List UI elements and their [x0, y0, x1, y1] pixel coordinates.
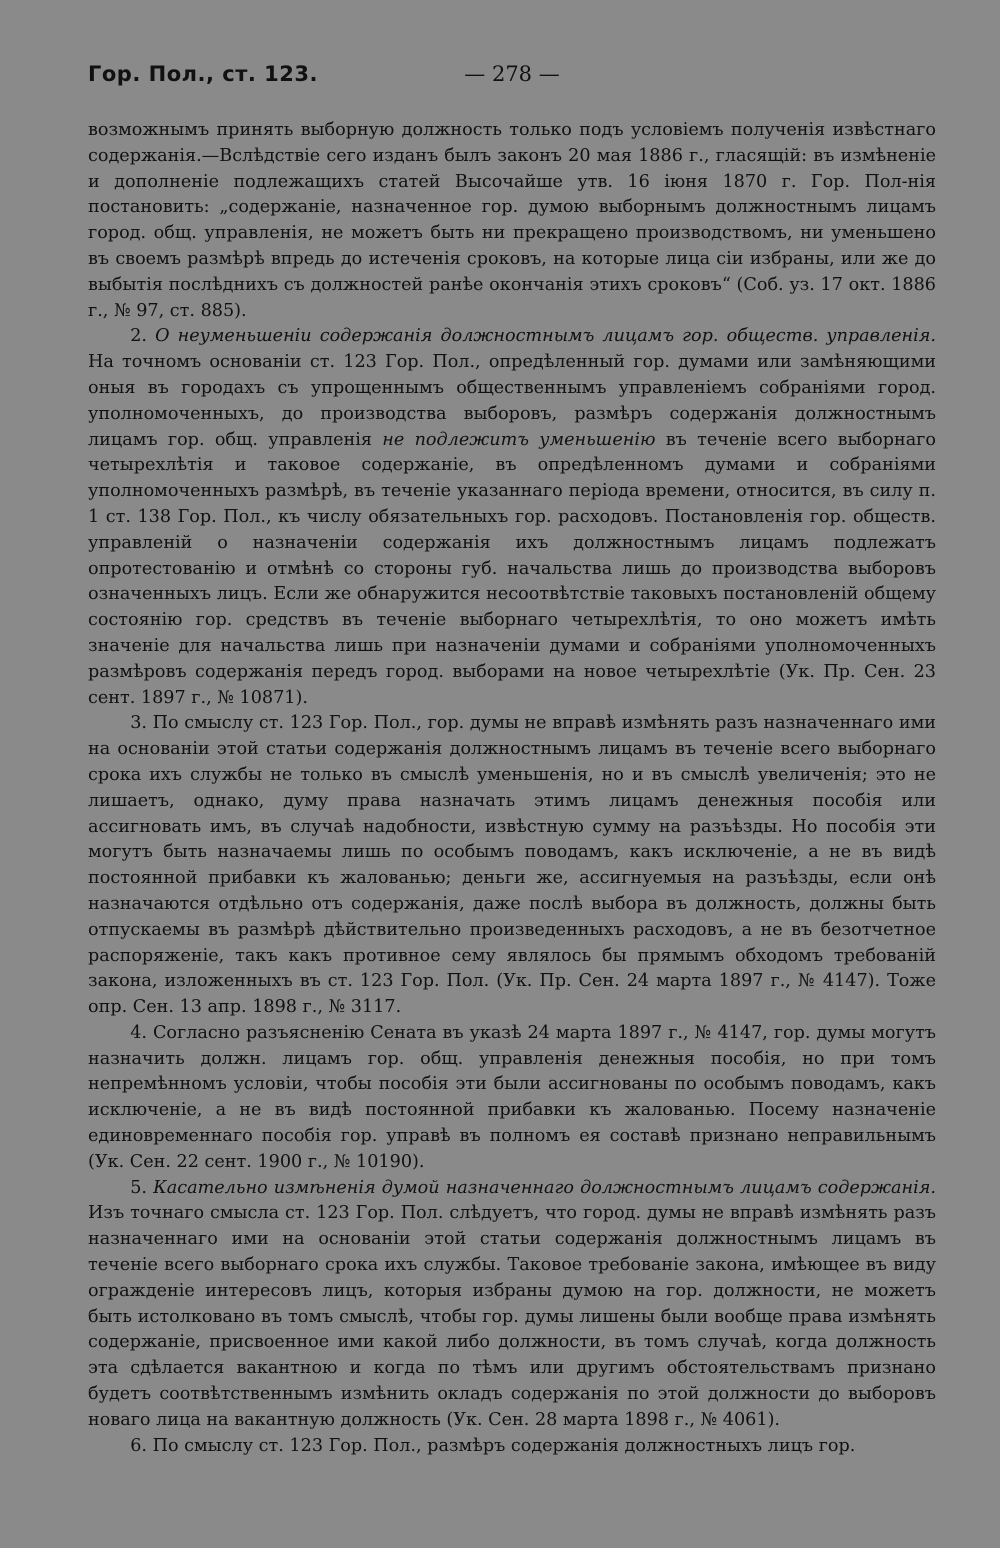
paragraph-5	[88, 1176, 936, 1434]
paragraph-text: возможнымъ принять выборную должность только подъ условіемъ полученія извѣстнаго содержанія.—Вслѣдствіе сего изданъ былъ законъ 20 мая 1886 г., гласящій: въ измѣненіе и дополненіе подлежащихъ статей Высочайше утв. 16 іюня 1870 г. Гор. Пол-нія постановить: „содержаніе, назначенное гор. думою выборнымъ должностнымъ лицамъ город. общ. управленія, не можетъ быть ни прекращено производствомъ, ни уменьшено въ своемъ размѣрѣ впредь до истеченія сроковъ, на которые лица сіи избраны, или же до выбытія послѣднихъ съ должностей ранѣе окончанія этихъ сроковъ“ (Соб. уз. 17 окт. 1886 г., № 97, ст. 885).	[88, 120, 936, 321]
page-header	[88, 58, 936, 98]
paragraph-text: Изъ точнаго смысла ст. 123 Гор. Пол. слѣдуетъ, что город. думы не вправѣ измѣнять разъ назначеннаго ими на основаніи этой статьи содержанія должностнымъ лицамъ въ теченіе всего выборнаго срока ихъ службы. Таковое требованіе закона, имѣющее въ виду огражденіе интересовъ лицъ, которыя избраны думою на гор. должности, не можетъ быть истолковано въ томъ смыслѣ, чтобы гор. думы лишены были вообще права измѣнять содержаніе, присвоенное ими какой либо должности, въ томъ случаѣ, когда должность эта сдѣлается вакантною и когда по тѣмъ или другимъ обстоятельствамъ признано будетъ соотвѣтственнымъ измѣнить окладъ содержанія по этой должности до выборовъ новаго лица на вакантную должность (Ук. Сен. 28 марта 1898 г., № 4061).	[88, 1203, 936, 1430]
paragraph-4	[88, 1021, 936, 1176]
paragraph-heading: О неуменьшеніи содержанія должностнымъ лицамъ гор. обществ. управленія.	[155, 326, 936, 347]
paragraph-6	[88, 1434, 936, 1460]
running-head: Гор. Пол., ст. 123.	[88, 62, 318, 86]
emphasis-text: не подлежитъ уменьшенію	[382, 429, 656, 450]
page-number: — 278 —	[464, 62, 560, 86]
paragraph-text-continued: въ теченіе всего выборнаго четырехлѣтія и таковое содержаніе, въ опредѣленномъ думами и собраніями уполномоченныхъ размѣрѣ, въ теченіе указаннаго періода времени, относится, въ силу п. 1 ст. 138 Гор. Пол., къ числу обязательныхъ гор. расходовъ. Постановленія гор. обществ. управленій о назначеніи содержанія ихъ должностнымъ лицамъ подлежатъ опротестованію и отмѣнѣ со стороны губ. начальства лишь до производства выборовъ означенныхъ лицъ. Если же обнаружится несоотвѣтствіе таковыхъ постановленій общему состоянію гор. средствъ въ теченіе выборнаго четырехлѣтія, то оно можетъ имѣть значеніе для начальства лишь при назначеніи думами и собраніями уполномоченныхъ размѣровъ содержанія передъ город. выборами на новое четырехлѣтіе (Ук. Пр. Сен. 23 сент. 1897 г., № 10871).	[88, 429, 936, 708]
paragraph-number: 5.	[130, 1177, 154, 1198]
paragraph-text: 6. По смыслу ст. 123 Гор. Пол., размѣръ содержанія должностныхъ лицъ гор.	[130, 1435, 856, 1456]
body-text	[88, 118, 936, 1459]
paragraph-text: На точномъ основаніи ст. 123 Гор. Пол., опредѣленный гор. думами или замѣняющими оныя въ городахъ съ упрощеннымъ общественнымъ управленіемъ собраніями город. уполномоченныхъ, до производства выборовъ, размѣръ содержанія должностнымъ лицамъ гор. общ. управленія	[88, 352, 936, 450]
paragraph-heading: Касательно измѣненія думой назначеннаго должностнымъ лицамъ содержанія.	[153, 1177, 936, 1198]
paragraph-number: 2.	[130, 326, 156, 347]
paragraph-3	[88, 711, 936, 1021]
paragraph-1	[88, 118, 936, 324]
paragraph-2	[88, 324, 936, 711]
paragraph-text: 3. По смыслу ст. 123 Гор. Пол., гор. думы не вправѣ измѣнять разъ назначеннаго ими на основаніи этой статьи содержанія должностнымъ лицамъ въ теченіе всего выборнаго срока ихъ службы не только въ смыслѣ уменьшенія, но и въ смыслѣ увеличенія; это не лишаетъ, однако, думу права назначать этимъ лицамъ денежныя пособія или ассигновать имъ, въ случаѣ надобности, извѣстную сумму на разъѣзды. Но пособія эти могутъ быть назначаемы лишь по особымъ поводамъ, какъ исключеніе, а не въ видѣ постоянной прибавки къ жалованью; деньги же, ассигнуемыя на разъѣзды, если онѣ назначаются отдѣльно отъ содержанія, даже послѣ выбора въ должность, должны быть отпускаемы въ размѣрѣ дѣйствительно произведенныхъ расходовъ, а не въ безотчетное распоряженіе, такъ какъ противное сему являлось бы прямымъ обходомъ требованій закона, изложенныхъ въ ст. 123 Гор. Пол. (Ук. Пр. Сен. 24 марта 1897 г., № 4147). Тоже опр. Сен. 13 апр. 1898 г., № 3117.	[88, 713, 936, 1018]
paragraph-text: 4. Согласно разъясненію Сената въ указѣ 24 марта 1897 г., № 4147, гор. думы могутъ назначить должн. лицамъ гор. общ. управленія денежныя пособія, но при томъ непремѣнномъ условіи, чтобы пособія эти были ассигнованы по особымъ поводамъ, какъ исключеніе, а не въ видѣ постоянной прибавки къ жалованью. Посему назначеніе единовременнаго пособія гор. управѣ въ полномъ ея составѣ признано неправильнымъ (Ук. Сен. 22 сент. 1900 г., № 10190).	[88, 1022, 936, 1172]
